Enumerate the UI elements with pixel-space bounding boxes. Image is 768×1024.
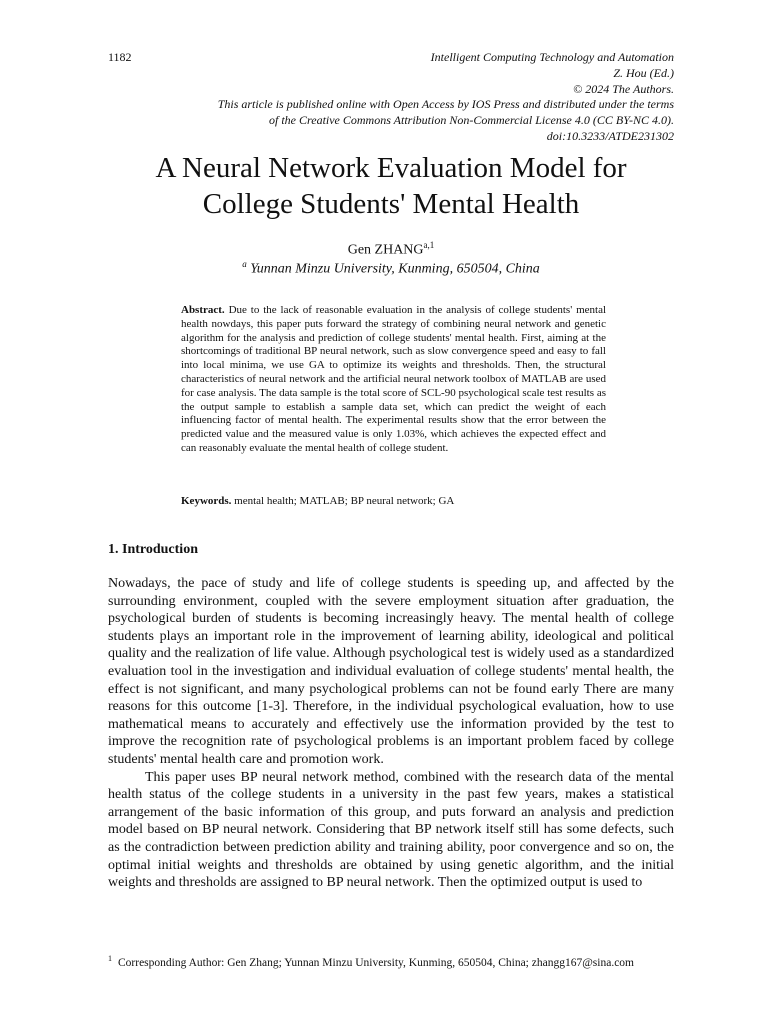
author-name: Gen ZHANG (347, 242, 424, 258)
page-number: 1182 (108, 50, 132, 64)
license-line-2: of the Creative Commons Attribution Non-Commercial License 4.0 (CC BY-NC 4.0). (269, 113, 674, 128)
journal-name: Intelligent Computing Technology and Automation (430, 50, 674, 64)
keywords (181, 495, 606, 507)
keywords-text: mental health; MATLAB; BP neural network; GA (234, 495, 455, 507)
paragraph: Nowadays, the pace of study and life of college students is speeding up, and affected by the surrounding environment, coupled with the severe employment situation after graduation, the psychological burden of students is becoming increasingly heavy. The mental health of college students plays an important role in the improvement of learning ability, ideological and political quality and the realization of life value. Although psychological test is widely used as a standardized evaluation tool in the investigation and individual evaluation of college students' mental health, the effect is not significant, and many psychological problems can not be found early There are many reasons for this outcome [1-3]. Therefore, in the individual psychological evaluation, how to use mathematical means to accurately and effectively use the information provided by the test to improve the recognition rate of psychological problems is an important problem faced by college students' mental health care and promotion work. (108, 576, 674, 767)
title-line-2: College Students' Mental Health (202, 188, 580, 220)
footnote-marker: 1 (108, 954, 112, 963)
author-superscript: a,1 (423, 240, 435, 250)
abstract-label: Abstract. (181, 304, 225, 316)
introduction-body (108, 575, 674, 892)
publication-info (218, 50, 674, 145)
editor-line: Z. Hou (Ed.) (613, 65, 674, 80)
affiliation-superscript: a (242, 259, 247, 269)
copyright-line: © 2024 The Authors. (573, 81, 674, 96)
affiliation-text: Yunnan Minzu University, Kunming, 650504, China (250, 261, 540, 277)
license-line-1: This article is published online with Open Access by IOS Press and distributed under the terms (217, 97, 674, 112)
affiliation-line (108, 259, 674, 278)
section-heading-introduction: 1. Introduction (108, 542, 198, 557)
author-line (108, 240, 674, 259)
abstract (181, 304, 606, 456)
title-line-1: A Neural Network Evaluation Model for (155, 152, 627, 184)
paper-title (108, 150, 674, 222)
footnote (108, 952, 674, 970)
paragraph: This paper uses BP neural network method, combined with the research data of the mental health status of the college students in a university in the past few years, makes a statistical arrangement of the basic information of this group, and puts forward an analysis and prediction model based on BP neural network. Considering that BP network itself still has some defects, such as the contradiction between prediction ability and training ability, poor convergence and so on, the optimal initial weights and thresholds are obtained by using genetic algorithm, and the initial weights and thresholds are assigned to BP neural network. Then the optimized output is used to (108, 769, 674, 891)
footnote-text: Corresponding Author: Gen Zhang; Yunnan Minzu University, Kunming, 650504, China; zhangg167@sina.com (118, 956, 634, 969)
doi-line: doi:10.3233/ATDE231302 (546, 128, 674, 143)
keywords-label: Keywords. (181, 495, 232, 507)
abstract-text: Due to the lack of reasonable evaluation in the analysis of college students' mental health nowdays, this paper puts forward the strategy of combining neural network and genetic algorithm for the analysis and prediction of college students' mental health. First, aiming at the shortcomings of traditional BP neural network, such as slow convergence speed and easy to fall into local minima, we use GA to optimize its weights and thresholds. Then, the structural characteristics of neural network and the artificial neural network toolbox of MATLAB are used for case analysis. The data sample is the total score of SCL-90 psychological scale test results as the output sample to establish a sample data set, which can predict the weight of each influencing factor of mental health. The experimental results show that the error between the predicted value and the measured value is only 1.03%, which achieves the expected effect and can reasonably evaluate the mental health of college student. (181, 304, 607, 454)
